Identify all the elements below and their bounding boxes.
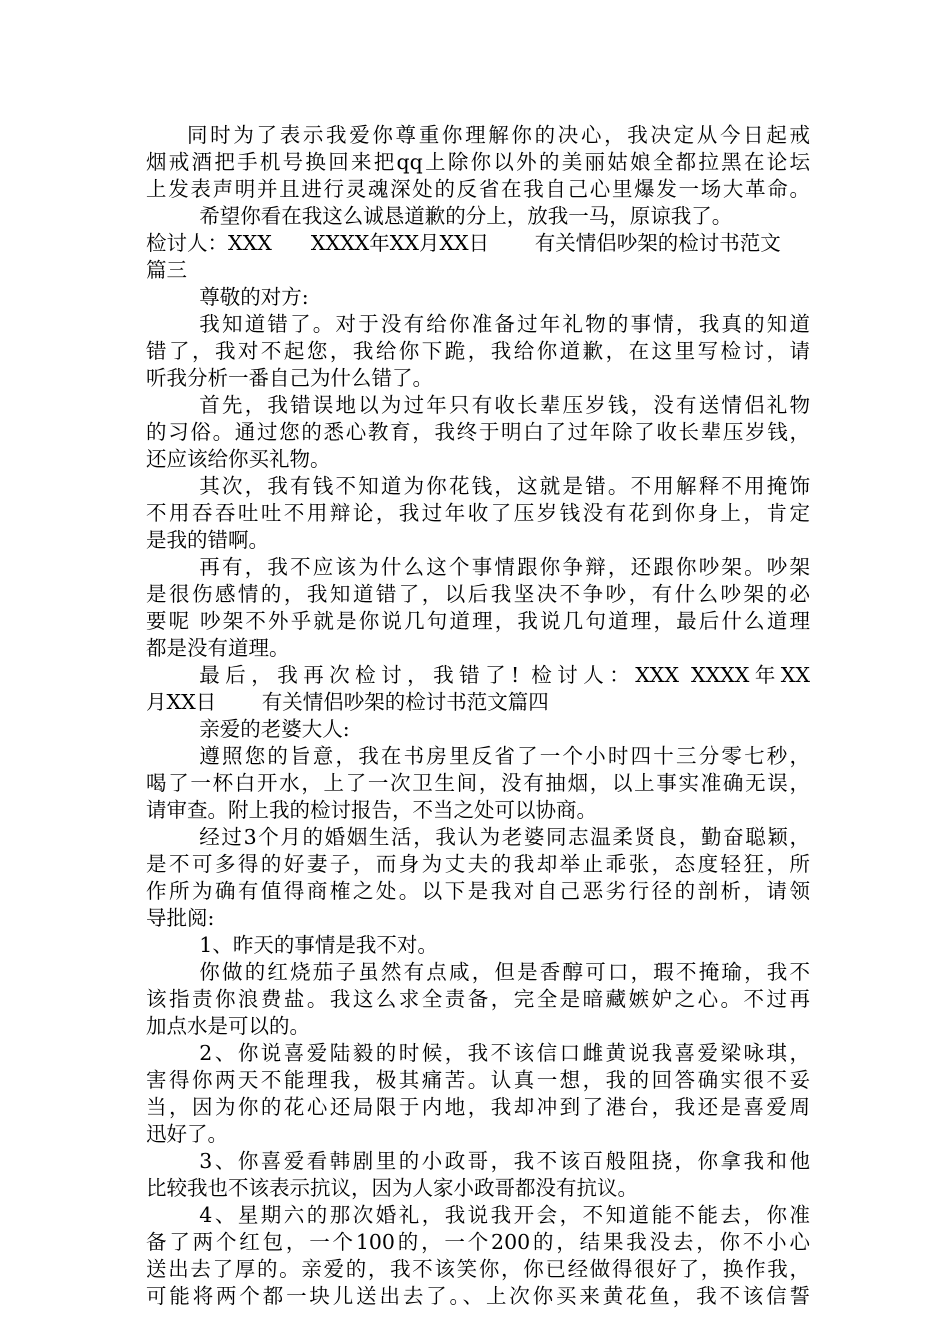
text-line: 都是没有道理。 — [146, 636, 290, 660]
text-line: 作所为确有值得商榷之处。以下是我对自己恶劣行径的剖析，请领 — [146, 879, 810, 903]
text-line: 加点水是可以的。 — [146, 1014, 310, 1038]
text-line: 该指责你浪费盐。我这么求全责备，完全是暗藏嫉妒之心。不过再 — [146, 987, 810, 1011]
text-line: 1、昨天的事情是我不对。 — [199, 933, 438, 957]
text-line: 检讨人：XXX XXXX年XX月XX日 有关情侣吵架的检讨书范文 — [146, 231, 781, 255]
text-line: 可能将两个都一块儿送出去了。、上次你买来黄花鱼，我不该信誓 — [146, 1284, 810, 1308]
text-line: 是我的错啊。 — [146, 528, 269, 552]
text-line: 是很伤感情的，我知道错了，以后我坚决不争吵，有什么吵架的必 — [146, 582, 810, 606]
text-line: 同时为了表示我爱你尊重你理解你的决心，我决定从今日起戒 — [187, 123, 810, 147]
text-line: 还应该给你买礼物。 — [146, 447, 331, 471]
text-line: 导批阅: — [146, 906, 215, 930]
text-line: 4、星期六的那次婚礼，我说我开会，不知道能不能去，你准 — [199, 1203, 810, 1227]
text-line: 听我分析一番自己为什么错了。 — [146, 366, 433, 390]
text-line: 害得你两天不能理我，极其痛苦。认真一想，我的回答确实很不妥 — [146, 1068, 810, 1092]
text-line: 2、你说喜爱陆毅的时候，我不该信口雌黄说我喜爱梁咏琪， — [199, 1041, 810, 1065]
text-line: 再有，我不应该为什么这个事情跟你争辩，还跟你吵架。吵架 — [199, 555, 810, 579]
text-line: 错了，我对不起您，我给你下跪，我给你道歉，在这里写检讨，请 — [146, 339, 810, 363]
text-line: 请审查。附上我的检讨报告，不当之处可以协商。 — [146, 798, 597, 822]
text-line: 送出去了厚的。亲爱的，我不该笑你，你已经做得很好了，换作我， — [146, 1257, 810, 1281]
text-line: 要呢 吵架不外乎就是你说几句道理，我说几句道理，最后什么道理 — [146, 609, 810, 633]
text-line: 你做的红烧茄子虽然有点咸，但是香醇可口，瑕不掩瑜，我不 — [199, 960, 810, 984]
text-line: 烟戒酒把手机号换回来把qq上除你以外的美丽姑娘全都拉黑在论坛 — [146, 150, 810, 174]
text-line: 迅好了。 — [146, 1122, 228, 1146]
text-line: 3、你喜爱看韩剧里的小政哥，我不该百般阻挠，你拿我和他 — [199, 1149, 810, 1173]
text-line: 上发表声明并且进行灵魂深处的反省在我自己心里爆发一场大革命。 — [146, 177, 810, 201]
text-line: 经过3个月的婚姻生活，我认为老婆同志温柔贤良，勤奋聪颖， — [199, 825, 810, 849]
text-line: 篇三 — [146, 258, 187, 282]
text-line: 其次，我有钱不知道为你花钱，这就是错。不用解释不用掩饰 — [199, 474, 810, 498]
text-line: 喝了一杯白开水，上了一次卫生间，没有抽烟，以上事实准确无误， — [146, 771, 810, 795]
text-line: 月XX日 有关情侣吵架的检讨书范文篇四 — [146, 690, 549, 714]
text-line: 当，因为你的花心还局限于内地，我却冲到了港台，我还是喜爱周 — [146, 1095, 810, 1119]
text-line: 的习俗。通过您的悉心教育，我终于明白了过年除了收长辈压岁钱， — [146, 420, 810, 444]
text-line: 遵照您的旨意，我在书房里反省了一个小时四十三分零七秒， — [199, 744, 810, 768]
text-line: 我知道错了。对于没有给你准备过年礼物的事情，我真的知道 — [199, 312, 810, 336]
text-line: 不用吞吞吐吐不用辩论，我过年收了压岁钱没有花到你身上，肯定 — [146, 501, 810, 525]
text-line: 亲爱的老婆大人: — [199, 717, 350, 741]
text-line: 备了两个红包，一个100的，一个200的，结果我没去，你不小心 — [146, 1230, 810, 1254]
text-line: 尊敬的对方: — [199, 285, 309, 309]
text-line: 首先，我错误地以为过年只有收长辈压岁钱，没有送情侣礼物 — [199, 393, 810, 417]
text-line: 比较我也不该表示抗议，因为人家小政哥都没有抗议。 — [146, 1176, 638, 1200]
text-line: 希望你看在我这么诚恳道歉的分上，放我一马，原谅我了。 — [199, 204, 733, 228]
text-line: 最后，我再次检讨，我错了! 检讨人：XXX XXXX年XX — [199, 663, 810, 687]
text-line: 是不可多得的好妻子，而身为丈夫的我却举止乖张，态度轻狂，所 — [146, 852, 810, 876]
document-body — [146, 122, 810, 1310]
